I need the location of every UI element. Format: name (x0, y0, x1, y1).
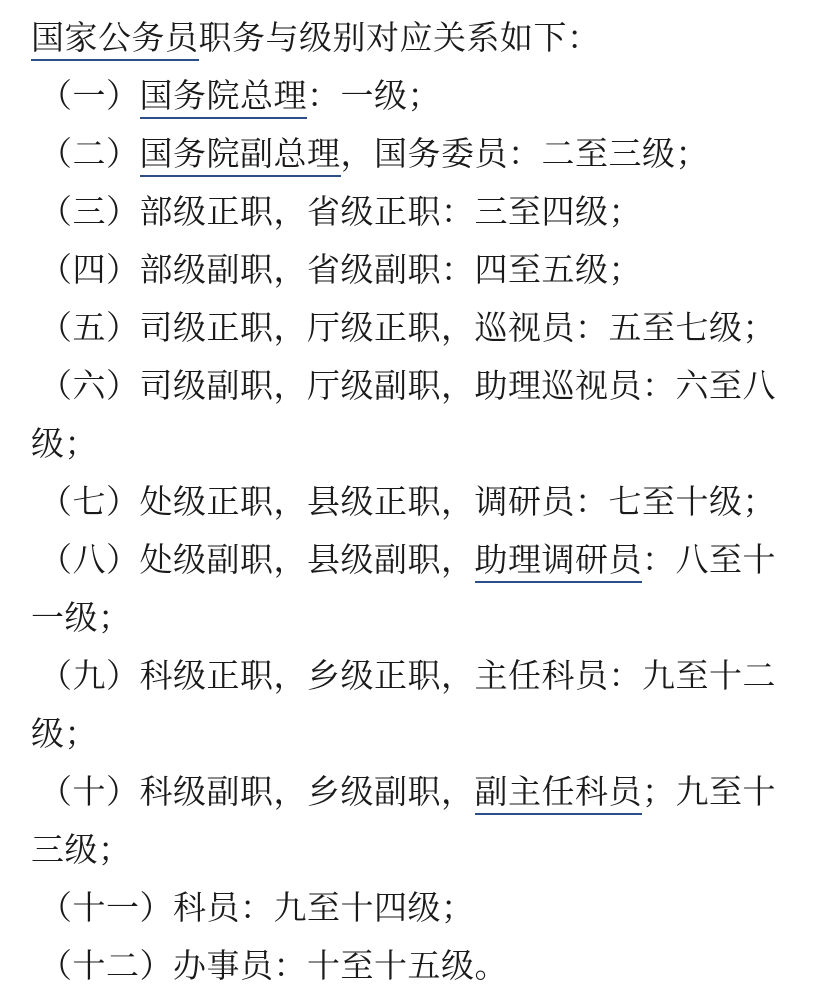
item-2 (31, 125, 788, 183)
item-6 (31, 357, 788, 473)
item-1 (31, 67, 788, 125)
item-prefix: （十二） (39, 946, 173, 985)
item-3 (31, 183, 788, 241)
item-text: ：一级； (307, 76, 441, 115)
item-text: 部级正职，省级正职：三至四级； (139, 192, 642, 231)
item-pre-text: 科级副职，乡级副职， (139, 772, 475, 811)
item-text: ：八至十一级； (31, 540, 776, 637)
item-5 (31, 299, 788, 357)
item-prefix: （四） (39, 250, 140, 289)
item-text: 处级正职，县级正职，调研员：七至十级； (139, 482, 776, 521)
item-text: 部级副职，省级副职：四至五级； (139, 250, 642, 289)
item-prefix: （三） (39, 192, 140, 231)
item-text: ；九至十三级； (31, 772, 776, 869)
item-text: ，国务委员：二至三级； (340, 134, 709, 173)
item-text: 办事员：十至十五级。 (173, 946, 508, 985)
link-deputy-principal-staff[interactable]: 副主任科员 (475, 772, 643, 815)
item-4 (31, 241, 788, 299)
item-12 (31, 937, 788, 995)
item-pre-text: 处级副职，县级副职， (139, 540, 475, 579)
link-assistant-researcher[interactable]: 助理调研员 (475, 540, 643, 583)
intro-paragraph (31, 9, 788, 67)
item-prefix: （十一） (39, 888, 173, 927)
item-10 (31, 763, 788, 879)
link-national-civil-servant[interactable]: 国家公务员 (31, 18, 199, 61)
item-text: 科员：九至十四级； (173, 888, 475, 927)
item-11 (31, 879, 788, 937)
item-8 (31, 531, 788, 647)
item-prefix: （九） (39, 656, 140, 695)
item-prefix: （八） (39, 540, 140, 579)
link-vice-premier[interactable]: 国务院副总理 (140, 134, 341, 177)
item-prefix: （一） (39, 76, 140, 115)
item-prefix: （七） (39, 482, 140, 521)
item-prefix: （十） (39, 772, 140, 811)
item-text: 司级副职，厅级副职，助理巡视员：六至八级； (31, 366, 776, 463)
item-text: 科级正职，乡级正职，主任科员：九至十二级； (31, 656, 776, 753)
item-prefix: （六） (39, 366, 140, 405)
item-9 (31, 647, 788, 763)
intro-text: 职务与级别对应关系如下： (198, 18, 601, 57)
item-7 (31, 473, 788, 531)
item-prefix: （五） (39, 308, 140, 347)
link-premier[interactable]: 国务院总理 (140, 76, 308, 119)
item-prefix: （二） (39, 134, 140, 173)
item-text: 司级正职，厅级正职，巡视员：五至七级； (139, 308, 776, 347)
